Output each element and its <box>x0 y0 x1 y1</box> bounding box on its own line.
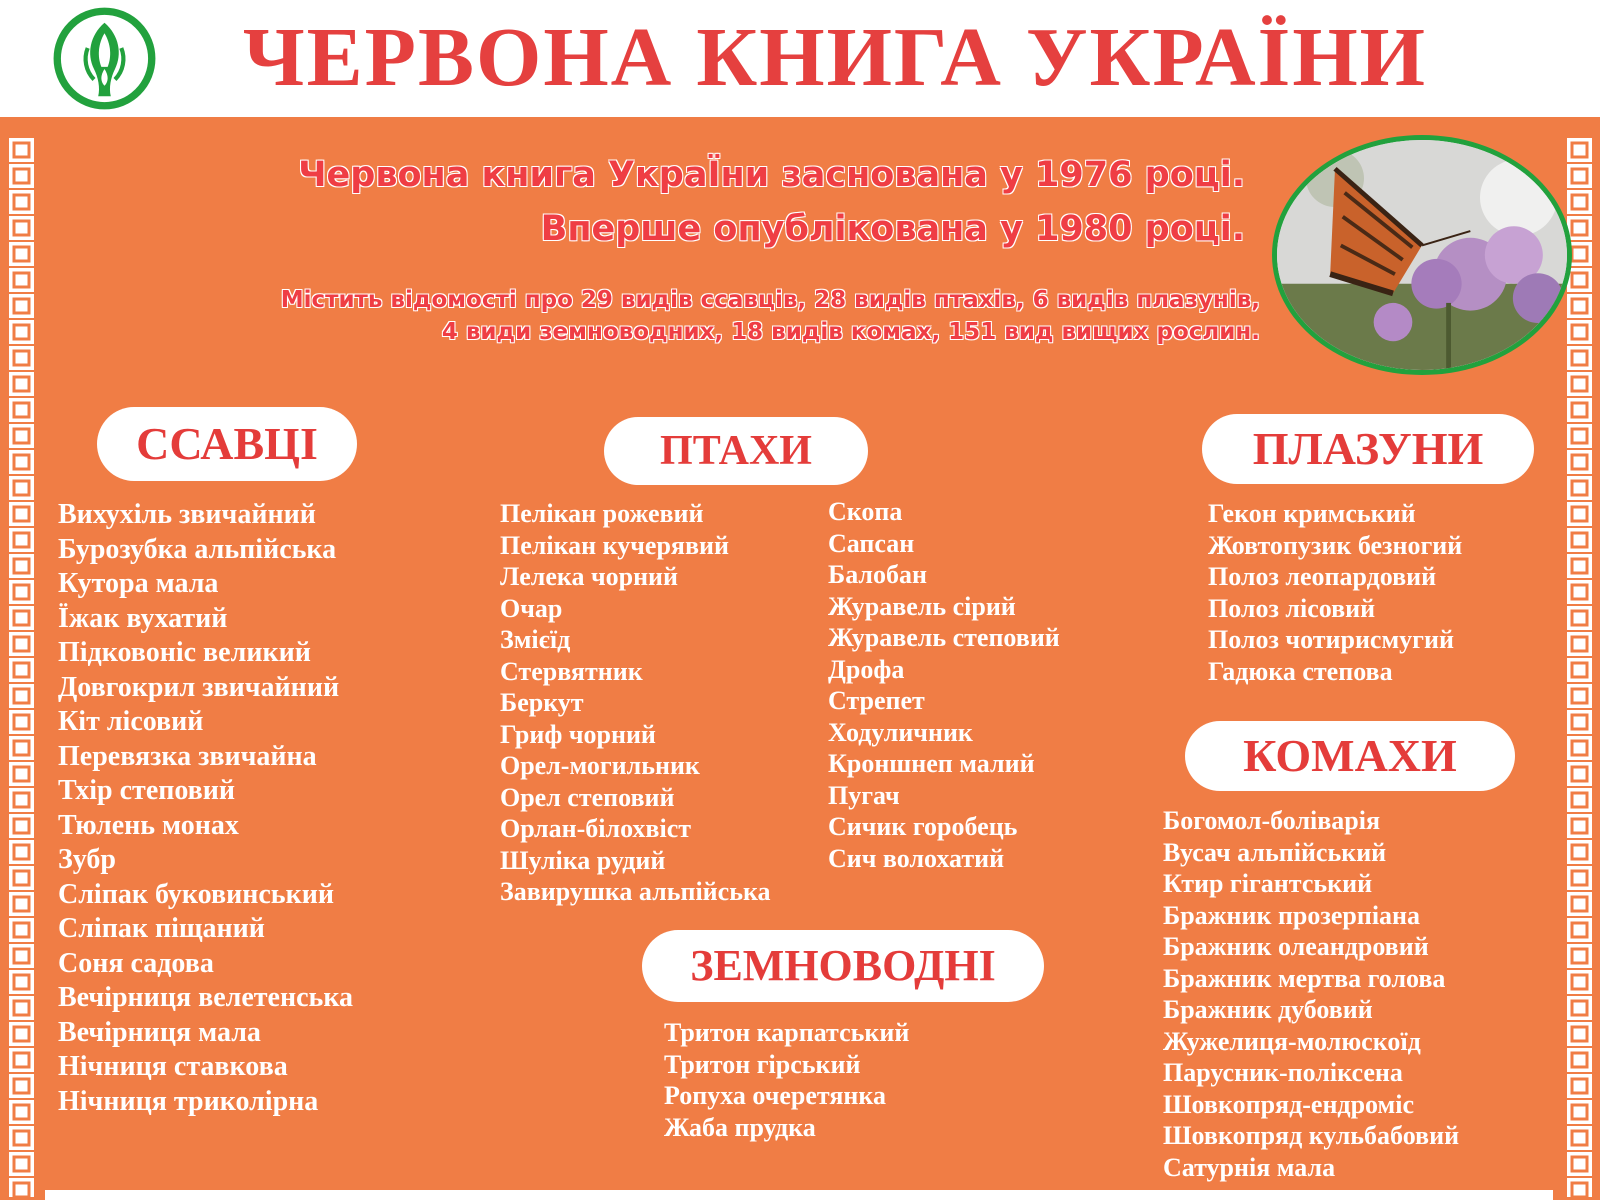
species-item: Нічниця триколірна <box>58 1085 319 1117</box>
species-item: Лелека чорний <box>500 562 679 591</box>
species-item: Сич волохатий <box>828 843 1005 873</box>
ornament-border-right <box>1566 137 1593 1197</box>
species-item: Пелікан рожевий <box>500 499 704 528</box>
bottom-border <box>45 1190 1553 1200</box>
species-item: Вихухіль звичайний <box>58 499 316 530</box>
species-item: Сапсан <box>828 528 915 558</box>
species-item: Стрепет <box>828 686 925 715</box>
species-item: Журавель степовий <box>828 623 1060 652</box>
intro-contents-1: Містить відомості про 29 видів ссавців, 28 видів птахів, 6 видів плазунів, <box>280 287 1260 313</box>
intro-founded: Червона книга УкраЇни заснована у 1976 році. <box>298 155 1245 195</box>
species-item: Жовтопузик безногий <box>1208 530 1463 560</box>
category-heading-birds: ПТАХИ <box>604 417 868 485</box>
species-item: Орел-могильник <box>500 751 700 780</box>
species-item: Пугач <box>828 780 900 810</box>
species-item: Завирушка альпійська <box>500 877 771 906</box>
species-item: Бражник прозерпіана <box>1163 900 1421 930</box>
species-item: Беркут <box>500 688 584 717</box>
species-item: Бражник мертва голова <box>1163 963 1446 993</box>
amphibians-list <box>664 1017 909 1143</box>
species-item: Жаба прудка <box>664 1112 816 1142</box>
species-item: Дрофа <box>828 654 905 684</box>
species-item: Ктир гігантський <box>1163 869 1373 898</box>
species-item: Шовкопряд кульбабовий <box>1163 1121 1460 1150</box>
species-item: Ходуличник <box>828 717 973 747</box>
species-item: Довгокрил звичайний <box>58 671 340 703</box>
birds-list-column-2 <box>828 496 1060 874</box>
species-item: Скопа <box>828 497 903 526</box>
species-item: Сатурнія мала <box>1163 1152 1336 1182</box>
species-item: Полоз леопардовий <box>1208 562 1437 591</box>
species-item: Стервятник <box>500 656 643 686</box>
category-heading-insects: КОМАХИ <box>1185 721 1515 791</box>
species-item: Полоз лісовий <box>1208 593 1376 623</box>
reptiles-list <box>1208 498 1462 687</box>
species-item: Очар <box>500 593 563 623</box>
species-item: Їжак вухатий <box>58 602 228 634</box>
species-item: Тритон гірський <box>664 1049 861 1079</box>
species-item: Журавель сірий <box>828 591 1016 621</box>
species-item: Соня садова <box>58 947 214 979</box>
species-item: Парусник-поліксена <box>1163 1058 1403 1087</box>
species-item: Шовкопряд-ендроміс <box>1163 1089 1415 1119</box>
species-item: Пелікан кучерявий <box>500 530 729 560</box>
species-item: Гекон кримський <box>1208 499 1416 528</box>
insects-list <box>1163 805 1459 1183</box>
species-item: Вусач альпійський <box>1163 837 1387 867</box>
species-item: Нічниця ставкова <box>58 1051 288 1082</box>
species-item: Шуліка рудий <box>500 845 666 875</box>
species-item: Балобан <box>828 560 927 589</box>
species-item: Бражник дубовий <box>1163 995 1373 1024</box>
species-item: Полоз чотирисмугий <box>1208 625 1454 654</box>
species-item: Кроншнеп малий <box>828 749 1035 778</box>
category-heading-amphibians: ЗЕМНОВОДНІ <box>642 930 1044 1002</box>
category-heading-mammals: ССАВЦІ <box>97 407 357 481</box>
birds-list-column-1 <box>500 498 771 908</box>
species-item: Кутора мала <box>58 568 219 599</box>
leaf-hand-emblem-icon <box>52 6 157 111</box>
species-item: Сліпак буковинський <box>58 878 334 910</box>
intro-published: Вперше опублікована у 1980 році. <box>540 209 1245 249</box>
species-item: Вечірниця мала <box>58 1016 261 1048</box>
red-book-board <box>0 117 1600 1200</box>
species-item: Сліпак піщаний <box>58 913 265 944</box>
species-item: Тхір степовий <box>58 775 236 806</box>
category-heading-reptiles: ПЛАЗУНИ <box>1202 414 1534 484</box>
species-item: Гадюка степова <box>1208 656 1393 686</box>
species-item: Жужелиця-молюскоїд <box>1163 1026 1421 1056</box>
intro-contents-2: 4 види земноводних, 18 видів комах, 151 вид вищих рослин. <box>441 319 1260 345</box>
species-item: Бурозубка альпійська <box>58 533 337 565</box>
species-item: Тюлень монах <box>58 809 239 841</box>
species-item: Гриф чорний <box>500 719 656 749</box>
species-item: Ропуха очеретянка <box>664 1081 886 1110</box>
header <box>0 0 1600 117</box>
species-item: Орел степовий <box>500 782 675 812</box>
species-item: Сичик горобець <box>828 812 1018 841</box>
species-item: Тритон карпатський <box>664 1018 910 1047</box>
species-item: Змієїд <box>500 625 571 654</box>
species-item: Богомол-боліварія <box>1163 806 1381 835</box>
species-item: Бражник олеандровий <box>1163 932 1429 961</box>
species-item: Вечірниця велетенська <box>58 982 354 1013</box>
ornament-border-left <box>8 137 35 1197</box>
butterfly-photo <box>1272 135 1572 375</box>
species-item: Перевязка звичайна <box>58 740 317 772</box>
species-item: Зубр <box>58 844 116 875</box>
species-item: Підковоніс великий <box>58 637 311 668</box>
species-item: Кіт лісовий <box>58 706 204 737</box>
species-item: Орлан-білохвіст <box>500 814 692 843</box>
mammals-list <box>58 498 353 1119</box>
page-title: ЧЕРВОНА КНИГА УКРАЇНИ <box>242 11 1428 104</box>
butterfly-on-flowers-icon <box>1277 140 1567 370</box>
